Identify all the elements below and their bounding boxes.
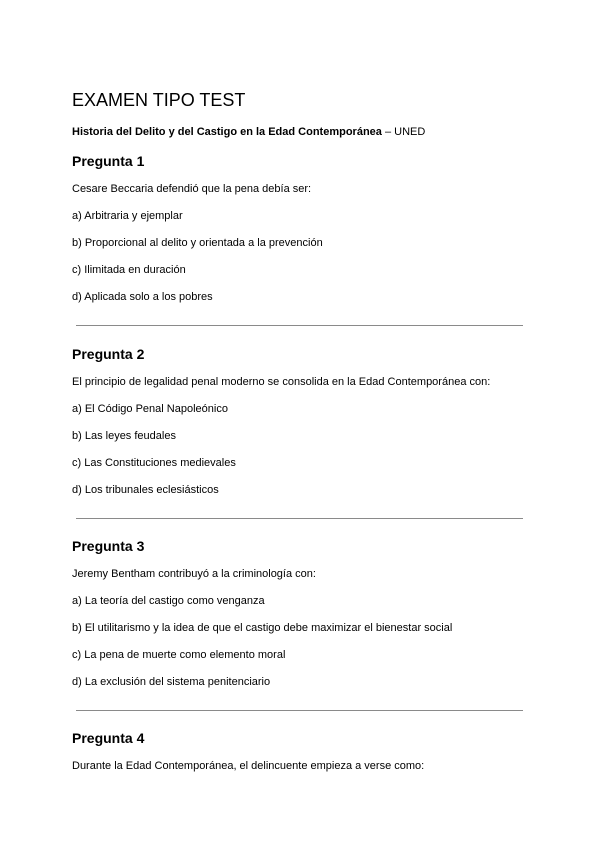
question-4-text: Durante la Edad Contemporánea, el delincuente empieza a verse como: bbox=[72, 760, 425, 772]
course-name: Historia del Delito y del Castigo en la Edad Contemporánea bbox=[72, 126, 382, 138]
institution: – UNED bbox=[381, 126, 426, 138]
question-1-text: Cesare Beccaria defendió que la pena debía ser: bbox=[72, 183, 312, 195]
separator-1 bbox=[76, 325, 523, 326]
separator-3 bbox=[76, 710, 523, 711]
question-3-option-b: b) El utilitarismo y la idea de que el castigo debe maximizar el bienestar social bbox=[72, 622, 453, 634]
question-2-option-b: b) Las leyes feudales bbox=[72, 430, 176, 442]
question-2-option-c: c) Las Constituciones medievales bbox=[72, 457, 236, 469]
question-3-option-a: a) La teoría del castigo como venganza bbox=[72, 595, 265, 607]
exam-title: EXAMEN TIPO TEST bbox=[72, 90, 246, 110]
question-1-option-b: b) Proporcional al delito y orientada a la prevención bbox=[72, 237, 323, 249]
question-1-option-d: d) Aplicada solo a los pobres bbox=[72, 291, 213, 303]
question-3-option-c: c) La pena de muerte como elemento moral bbox=[72, 649, 286, 661]
question-4-heading: Pregunta 4 bbox=[72, 730, 145, 746]
question-1-heading: Pregunta 1 bbox=[72, 153, 145, 169]
question-2-option-a: a) El Código Penal Napoleónico bbox=[72, 403, 228, 415]
question-2-text: El principio de legalidad penal moderno se consolida en la Edad Contemporánea con: bbox=[72, 376, 491, 388]
question-1-option-c: c) Ilimitada en duración bbox=[72, 264, 186, 276]
separator-2 bbox=[76, 518, 523, 519]
question-3-text: Jeremy Bentham contribuyó a la criminología con: bbox=[72, 568, 316, 580]
question-1-option-a: a) Arbitraria y ejemplar bbox=[72, 210, 183, 222]
question-3-option-d: d) La exclusión del sistema penitenciario bbox=[72, 676, 271, 688]
question-2-option-d: d) Los tribunales eclesiásticos bbox=[72, 484, 219, 496]
question-2-heading: Pregunta 2 bbox=[72, 346, 145, 362]
exam-subtitle bbox=[72, 125, 425, 139]
question-3-heading: Pregunta 3 bbox=[72, 538, 145, 554]
